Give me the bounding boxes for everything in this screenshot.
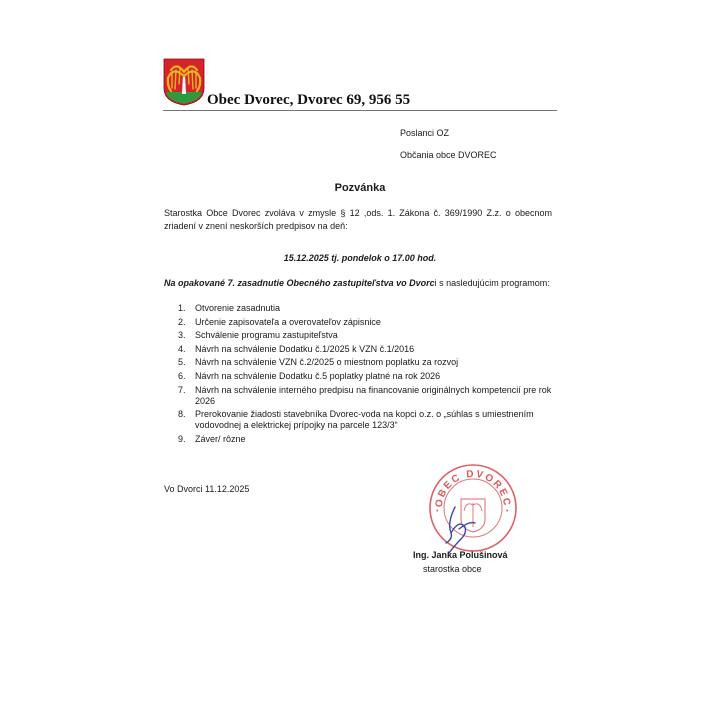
agenda-item bbox=[178, 385, 567, 407]
signatory-role: starostka obce bbox=[423, 564, 482, 574]
meeting-date: 15.12.2025 tj. pondelok o 17.00 hod. bbox=[283, 253, 437, 263]
agenda-number: 9. bbox=[178, 433, 186, 444]
agenda-list bbox=[178, 303, 567, 447]
recipient-line: Poslanci OZ bbox=[400, 128, 450, 138]
agenda-text: Návrh na schválenie Dodatku č.5 poplatky platné na rok 2026 bbox=[195, 370, 441, 381]
agenda-text: Určenie zapisovateľa a overovateľov zápisnice bbox=[195, 316, 381, 327]
session-name: Na opakované 7. zasadnutie Obecného zastupiteľstva vo Dvorc bbox=[164, 278, 435, 288]
agenda-number: 2. bbox=[178, 316, 186, 327]
agenda-number: 6. bbox=[178, 370, 186, 381]
agenda-item bbox=[178, 344, 567, 355]
agenda-number: 3. bbox=[178, 330, 186, 341]
intro-paragraph: Starostka Obce Dvorec zvoláva v zmysle § 12 ,ods. 1. Zákona č. 369/1990 Z.z. o obecnom zriadení v znení neskorších predpisov na deň: bbox=[164, 208, 552, 231]
agenda-number: 1. bbox=[178, 303, 186, 313]
agenda-item bbox=[178, 409, 567, 431]
agenda-item bbox=[178, 317, 567, 328]
agenda-item bbox=[178, 434, 567, 445]
agenda-number: 8. bbox=[178, 409, 186, 420]
agenda-text: Návrh na schválenie Dodatku č.1/2025 k VZN č.1/2016 bbox=[195, 343, 415, 354]
agenda-text: Návrh na schválenie interného predpisu na financovanie originálnych kompetencií pre rok 2026 bbox=[195, 384, 552, 406]
agenda-number: 4. bbox=[178, 343, 186, 354]
agenda-item bbox=[178, 330, 567, 341]
handwritten-signature bbox=[437, 503, 482, 555]
signatory-name: Ing. Janka Polušinová bbox=[413, 550, 508, 560]
coat-of-arms-logo bbox=[163, 58, 205, 106]
agenda-text: Otvorenie zasadnutia bbox=[195, 303, 281, 313]
agenda-text: Prerokovanie žiadosti stavebníka Dvorec-voda na kopci o.z. o „súhlas s umiestnením vodovodnej a elektrickej prípojky na parcele 123/3“ bbox=[195, 409, 534, 431]
municipality-heading: Obec Dvorec, Dvorec 69, 956 55 bbox=[207, 92, 411, 108]
svg-text:•: • bbox=[506, 508, 509, 515]
session-paragraph bbox=[164, 277, 554, 290]
agenda-number: 7. bbox=[178, 384, 186, 395]
agenda-number: 5. bbox=[178, 357, 186, 368]
svg-text:•: • bbox=[436, 508, 439, 515]
session-rest: i s nasledujúcim programom: bbox=[434, 278, 550, 288]
agenda-item bbox=[178, 371, 567, 382]
recipient-line: Občania obce DVOREC bbox=[400, 150, 497, 160]
stamp-text: OBEC DVOREC bbox=[433, 468, 513, 509]
agenda-text: Záver/ rôzne bbox=[195, 433, 246, 444]
agenda-text: Návrh na schválenie VZN č.2/2025 o miestnom poplatku za rozvoj bbox=[195, 357, 459, 368]
document-title: Pozvánka bbox=[334, 182, 386, 194]
agenda-text: Schválenie programu zastupiteľstva bbox=[195, 330, 338, 341]
agenda-item bbox=[178, 357, 567, 368]
header-divider bbox=[163, 110, 557, 111]
place-date: Vo Dvorci 11.12.2025 bbox=[164, 484, 250, 494]
agenda-item bbox=[178, 303, 567, 314]
